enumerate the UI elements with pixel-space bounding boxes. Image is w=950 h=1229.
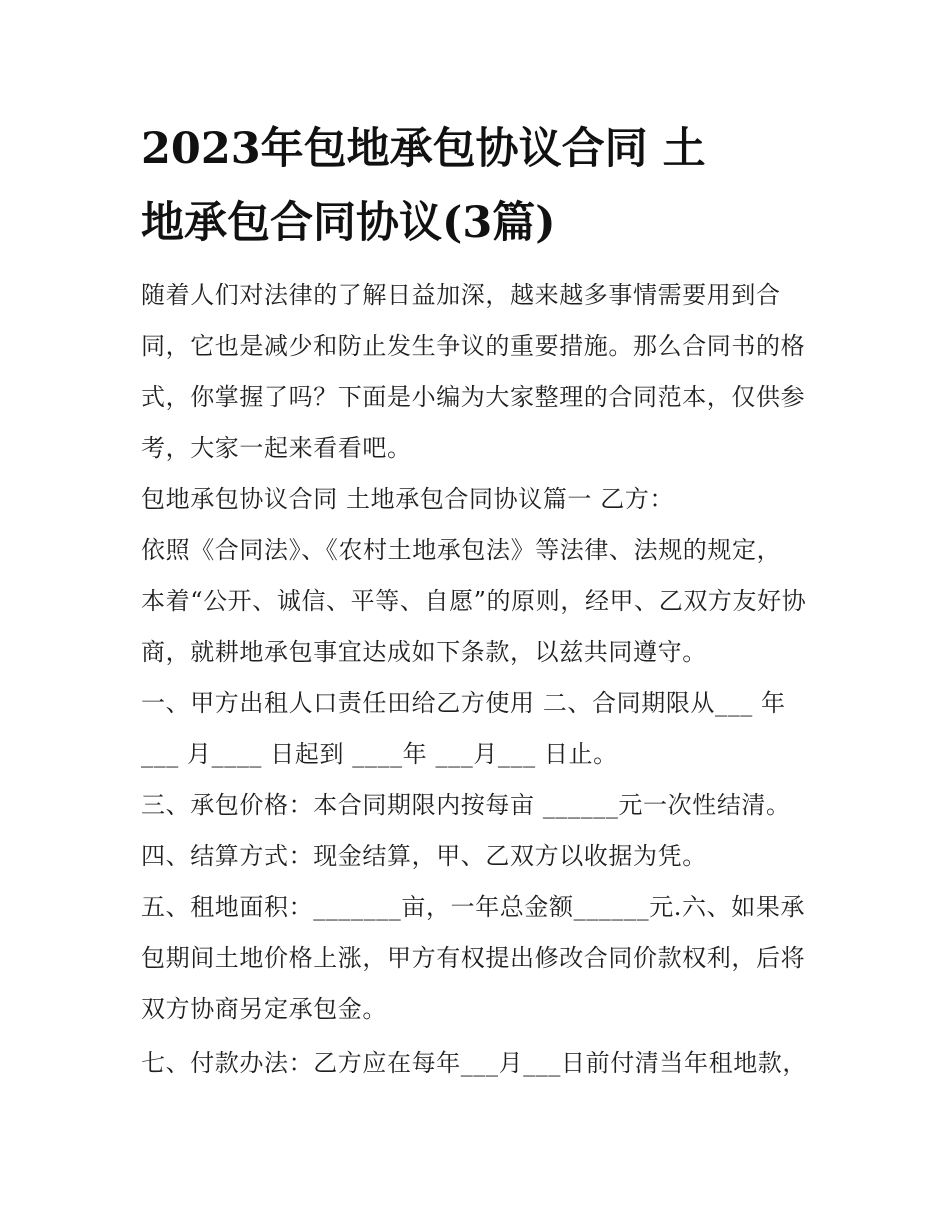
text-line: 七、付款办法：乙方应在每年___月___日前付清当年租地款， [141,1049,807,1077]
document-title [141,112,821,260]
text-line: 式，你掌握了吗？下面是小编为大家整理的合同范本，仅供参 [141,383,806,411]
text-line: 五、租地面积：_______亩，一年总金额______元.六、如果承 [141,893,806,921]
text-line: 随着人们对法律的了解日益加深，越来越多事情需要用到合 [141,281,781,309]
text-line: 四、结算方式：现金结算，甲、乙双方以收据为凭。 [141,842,707,870]
text-line: 双方协商另定承包金。 [141,995,387,1023]
document-page [141,112,821,1089]
text-line: 依照《合同法》、《农村土地承包法》等法律、法规的规定， [141,536,782,564]
text-line: 包地承包协议合同 土地承包合同协议篇一 乙方： [141,485,675,513]
text-line: 同，它也是减少和防止发生争议的重要措施。那么合同书的格 [141,332,806,360]
clause-paragraph [141,882,821,1035]
text-line: 考，大家一起来看看吧。 [141,434,412,462]
intro-paragraph [141,270,821,474]
clause-paragraph [141,831,821,882]
text-line: 包期间土地价格上涨，甲方有权提出修改合同价款权利，后将 [141,944,806,972]
text-line: 本着“公开、诚信、平等、自愿”的原则，经甲、乙双方友好协 [141,587,807,615]
text-line: 一、甲方出租人口责任田给乙方使用 二、合同期限从___ 年 [141,689,786,717]
title-line: 地承包合同协议(3篇) [141,198,556,248]
text-line: 商，就耕地承包事宜达成如下条款，以兹共同遵守。 [141,638,707,666]
text-line: 三、承包价格：本合同期限内按每亩 ______元一次性结清。 [141,791,791,819]
title-line: 2023年包地承包协议合同 土 [141,124,706,174]
section-heading-paragraph [141,474,821,525]
preamble-paragraph [141,525,821,678]
clause-paragraph [141,678,821,780]
clause-paragraph [141,780,821,831]
clause-paragraph [141,1038,821,1089]
text-line: ___ 月____ 日起到 ____年 ___月___ 日止。 [141,740,618,768]
